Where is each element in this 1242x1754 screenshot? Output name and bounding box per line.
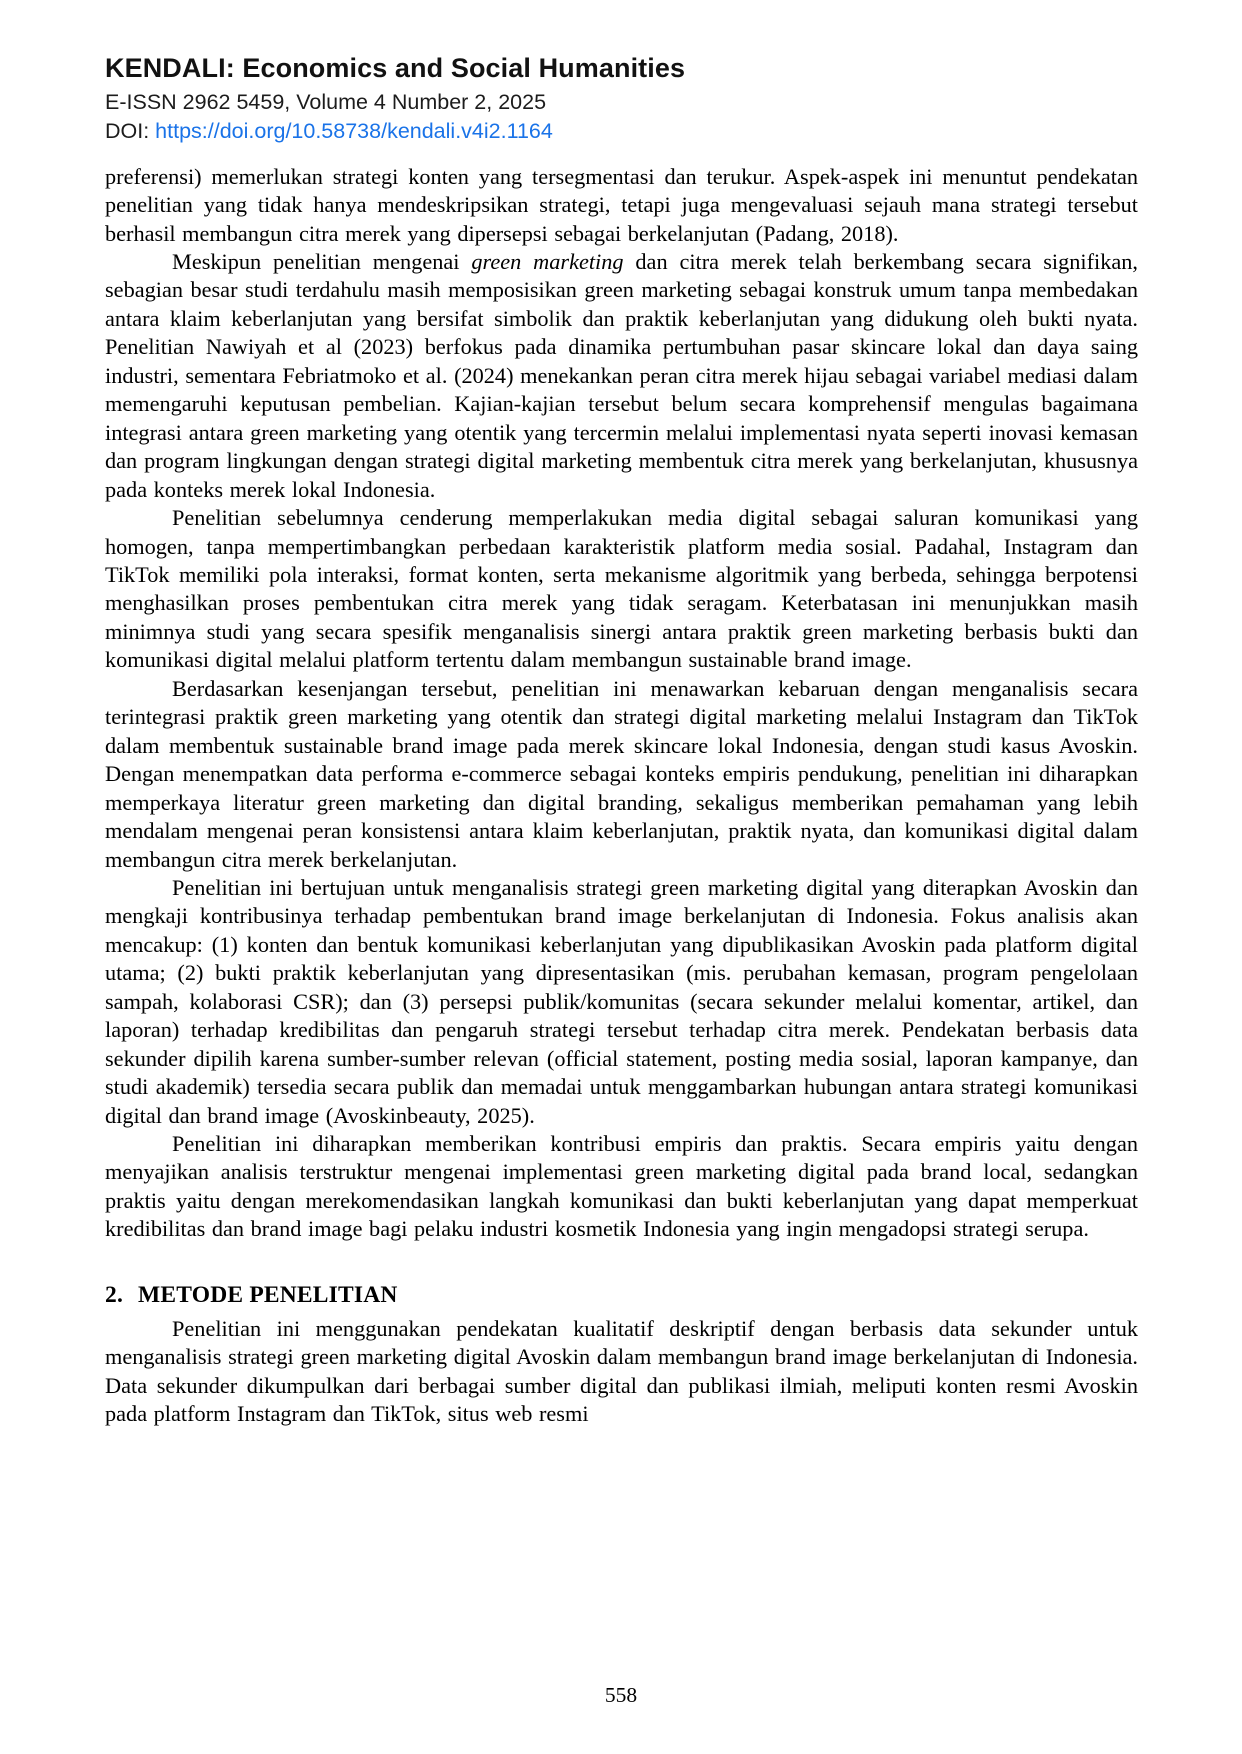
paragraph: Penelitian ini menggunakan pendekatan kualitatif deskriptif dengan berbasis data sekunder untuk menganalisis strategi green marketing digital Avoskin dalam membangun brand image berkelanjutan di Indonesia. Data sekunder dikumpulkan dari berbagai sumber digital dan publikasi ilmiah, meliputi konten resmi Avoskin pada platform Instagram dan TikTok, situs web resmi — [105, 1315, 1138, 1427]
paragraph: Penelitian ini bertujuan untuk menganalisis strategi green marketing digital yang diterapkan Avoskin dan mengkaji kontribusinya terhadap pembentukan brand image berkelanjutan di Indonesia. Fokus analisis akan mencakup: (1) konten dan bentuk komunikasi keberlanjutan yang dipublikasikan Avoskin pada platform digital utama; (2) bukti praktik keberlanjutan yang dipresentasikan (mis. perubahan kemasan, program pengelolaan sampah, kolaborasi CSR); dan (3) persepsi publik/komunitas (secara sekunder melalui komentar, artikel, dan laporan) terhadap kredibilitas dan pengaruh strategi tersebut terhadap citra merek. Pendekatan berbasis data sekunder dipilih karena sumber-sumber relevan (official statement, posting media sosial, laporan kampanye, dan studi akademik) tersedia secara publik dan memadai untuk menggambarkan hubungan antara strategi komunikasi digital dan brand image (Avoskinbeauty, 2025). — [105, 874, 1138, 1128]
section-heading — [105, 1282, 1138, 1309]
page-number: 558 — [604, 1683, 638, 1707]
paragraph: Penelitian ini diharapkan memberikan kontribusi empiris dan praktis. Secara empiris yaitu dengan menyajikan analisis terstruktur mengenai implementasi green marketing digital pada brand local, sedangkan praktis yaitu dengan merekomendasikan langkah komunikasi dan bukti keberlanjutan yang dapat memperkuat kredibilitas dan brand image bagi pelaku industri kosmetik Indonesia yang ingin mengadopsi strategi serupa. — [105, 1131, 1138, 1242]
paragraph-text: dan citra merek telah berkembang secara signifikan, sebagian besar studi terdahulu masih memposisikan green marketing sebagai konstruk umum tanpa membedakan antara klaim keberlanjutan yang bersifat simbolik dan praktik keberlanjutan yang didukung oleh bukti nyata. Penelitian Nawiyah et al (2023) berfokus pada dinamika pertumbuhan pasar skincare lokal dan daya saing industri, sementara Febriatmoko et al. (2024) menekankan peran citra merek hijau sebagai variabel mediasi dalam memengaruhi keputusan pembelian. Kajian-kajian tersebut belum secara komprehensif mengulas bagaimana integrasi antara green marketing yang otentik yang tercermin melalui implementasi nyata seperti inovasi kemasan dan program lingkungan dengan strategi digital marketing membentuk citra merek yang berkelanjutan, khususnya pada konteks merek lokal Indonesia. — [105, 248, 1139, 502]
doi-line — [105, 118, 1138, 146]
paragraph: Penelitian sebelumnya cenderung memperlakukan media digital sebagai saluran komunikasi yang homogen, tanpa mempertimbangkan perbedaan karakteristik platform media sosial. Padahal, Instagram dan TikTok memiliki pola interaksi, format konten, serta mekanisme algoritmik yang berbeda, sehingga berpotensi menghasilkan proses pembentukan citra merek yang tidak seragam. Keterbatasan ini menunjukkan masih minimnya studi yang secara spesifik menganalisis sinergi antara praktik green marketing berbasis bukti dan komunikasi digital melalui platform tertentu dalam membangun sustainable brand image. — [105, 505, 1138, 673]
italic-term: green marketing — [471, 248, 624, 274]
page-footer — [0, 1683, 1242, 1708]
paragraph — [105, 248, 1138, 504]
section-title: METODE PENELITIAN — [138, 1281, 398, 1308]
paragraph-text: Meskipun penelitian mengenai — [172, 248, 472, 274]
doi-link[interactable]: https://doi.org/10.58738/kendali.v4i2.1164 — [155, 118, 553, 143]
section-number: 2. — [105, 1281, 124, 1308]
doi-label: DOI: — [105, 118, 156, 143]
journal-header — [105, 52, 1138, 146]
article-body — [105, 163, 1138, 1429]
issn-volume-line: E-ISSN 2962 5459, Volume 4 Number 2, 2025 — [105, 89, 547, 114]
paragraph-continuation: preferensi) memerlukan strategi konten yang tersegmentasi dan terukur. Aspek-aspek ini menuntut pendekatan penelitian yang tidak hanya mendeskripsikan strategi, tetapi juga mengevaluasi sejauh mana strategi tersebut berhasil membangun citra merek yang dipersepsi sebagai berkelanjutan (Padang, 2018). — [105, 163, 1138, 246]
paragraph: Berdasarkan kesenjangan tersebut, penelitian ini menawarkan kebaruan dengan menganalisis secara terintegrasi praktik green marketing yang otentik dan strategi digital marketing melalui Instagram dan TikTok dalam membentuk sustainable brand image pada merek skincare lokal Indonesia, dengan studi kasus Avoskin. Dengan menempatkan data performa e-commerce sebagai konteks empiris pendukung, penelitian ini diharapkan memperkaya literatur green marketing dan digital branding, sekaligus memberikan pemahaman yang lebih mendalam mengenai peran konsistensi antara klaim keberlanjutan, praktik nyata, dan komunikasi digital dalam membangun citra merek berkelanjutan. — [105, 675, 1138, 872]
journal-title: KENDALI: Economics and Social Humanities — [105, 53, 686, 83]
